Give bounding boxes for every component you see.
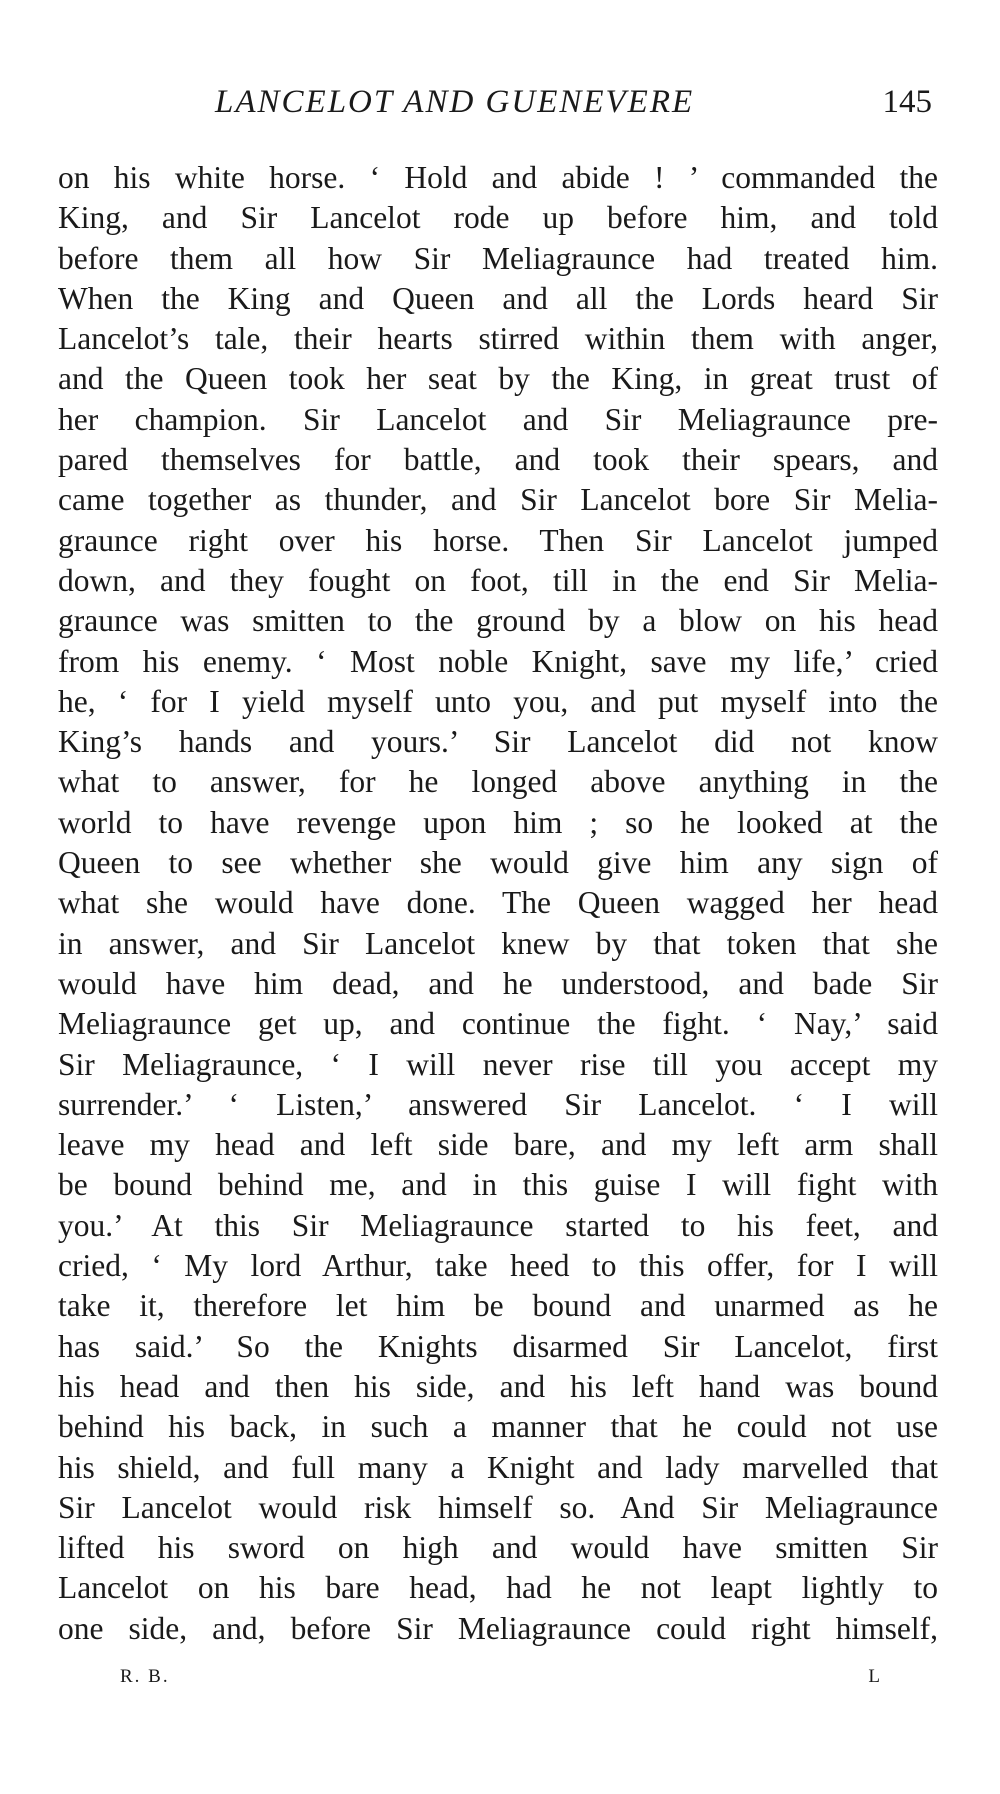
text-line: would have him dead, and he understood, and bade Sir — [58, 965, 938, 1001]
text-line: Lancelot on his bare head, had he not leapt lightly to — [58, 1570, 938, 1606]
text-line: surrender.’ ‘ Listen,’ answered Sir Lancelot. ‘ I will — [58, 1086, 938, 1122]
text-line: graunce was smitten to the ground by a blow on his head — [58, 603, 938, 639]
text-line: what to answer, for he longed above anything in the — [58, 764, 938, 800]
text-line: and the Queen took her seat by the King, in great trust of — [58, 361, 938, 397]
text-line: behind his back, in such a manner that he could not use — [58, 1409, 938, 1445]
text-line: leave my head and left side bare, and my left arm shall — [58, 1127, 938, 1163]
printer-signature: R. B. — [120, 1666, 170, 1687]
text-line: take it, therefore let him be bound and unarmed as he — [58, 1288, 938, 1324]
text-line: he, ‘ for I yield myself unto you, and put myself into the — [58, 683, 938, 719]
text-line: his head and then his side, and his left hand was bound — [58, 1368, 938, 1404]
text-line: from his enemy. ‘ Most noble Knight, save my life,’ cried — [58, 643, 938, 679]
text-line: world to have revenge upon him ; so he looked at the — [58, 804, 938, 840]
text-line: pared themselves for battle, and took their spears, and — [58, 442, 938, 478]
text-line: be bound behind me, and in this guise I will fight with — [58, 1167, 938, 1203]
page-number: 145 — [882, 84, 932, 120]
text-line: cried, ‘ My lord Arthur, take heed to this offer, for I will — [58, 1248, 938, 1284]
page-footer — [120, 1666, 880, 1696]
text-line: King, and Sir Lancelot rode up before him, and told — [58, 200, 938, 236]
text-line: came together as thunder, and Sir Lancelot bore Sir Melia- — [58, 482, 938, 518]
text-line: her champion. Sir Lancelot and Sir Meliagraunce pre- — [58, 401, 938, 437]
text-line: down, and they fought on foot, till in the end Sir Melia- — [58, 562, 938, 598]
text-line: in answer, and Sir Lancelot knew by that token that she — [58, 925, 938, 961]
text-line: one side, and, before Sir Meliagraunce could right himself, — [58, 1610, 938, 1646]
text-line: Lancelot’s tale, their hearts stirred within them with anger, — [58, 321, 938, 357]
text-line: lifted his sword on high and would have smitten Sir — [58, 1530, 938, 1566]
text-line: When the King and Queen and all the Lords heard Sir — [58, 280, 938, 316]
text-line: what she would have done. The Queen wagged her head — [58, 885, 938, 921]
running-head — [55, 84, 940, 128]
text-line: before them all how Sir Meliagraunce had treated him. — [58, 240, 938, 276]
text-line: Sir Meliagraunce, ‘ I will never rise till you accept my — [58, 1046, 938, 1082]
running-title: LANCELOT AND GUENEVERE — [215, 84, 695, 120]
text-line: Sir Lancelot would risk himself so. And Sir Meliagraunce — [58, 1489, 938, 1525]
sheet-mark: L — [868, 1666, 880, 1687]
body-text — [58, 158, 938, 1649]
text-line: on his white horse. ‘ Hold and abide ! ’ commanded the — [58, 160, 938, 195]
text-line: Meliagraunce get up, and continue the fight. ‘ Nay,’ said — [58, 1006, 938, 1042]
text-line: you.’ At this Sir Meliagraunce started to his feet, and — [58, 1207, 938, 1243]
text-line: Queen to see whether she would give him any sign of — [58, 845, 938, 881]
text-line: graunce right over his horse. Then Sir Lancelot jumped — [58, 522, 938, 558]
text-line: his shield, and full many a Knight and lady marvelled that — [58, 1449, 938, 1485]
text-line: King’s hands and yours.’ Sir Lancelot did not know — [58, 724, 938, 760]
text-line: has said.’ So the Knights disarmed Sir Lancelot, first — [58, 1328, 938, 1364]
